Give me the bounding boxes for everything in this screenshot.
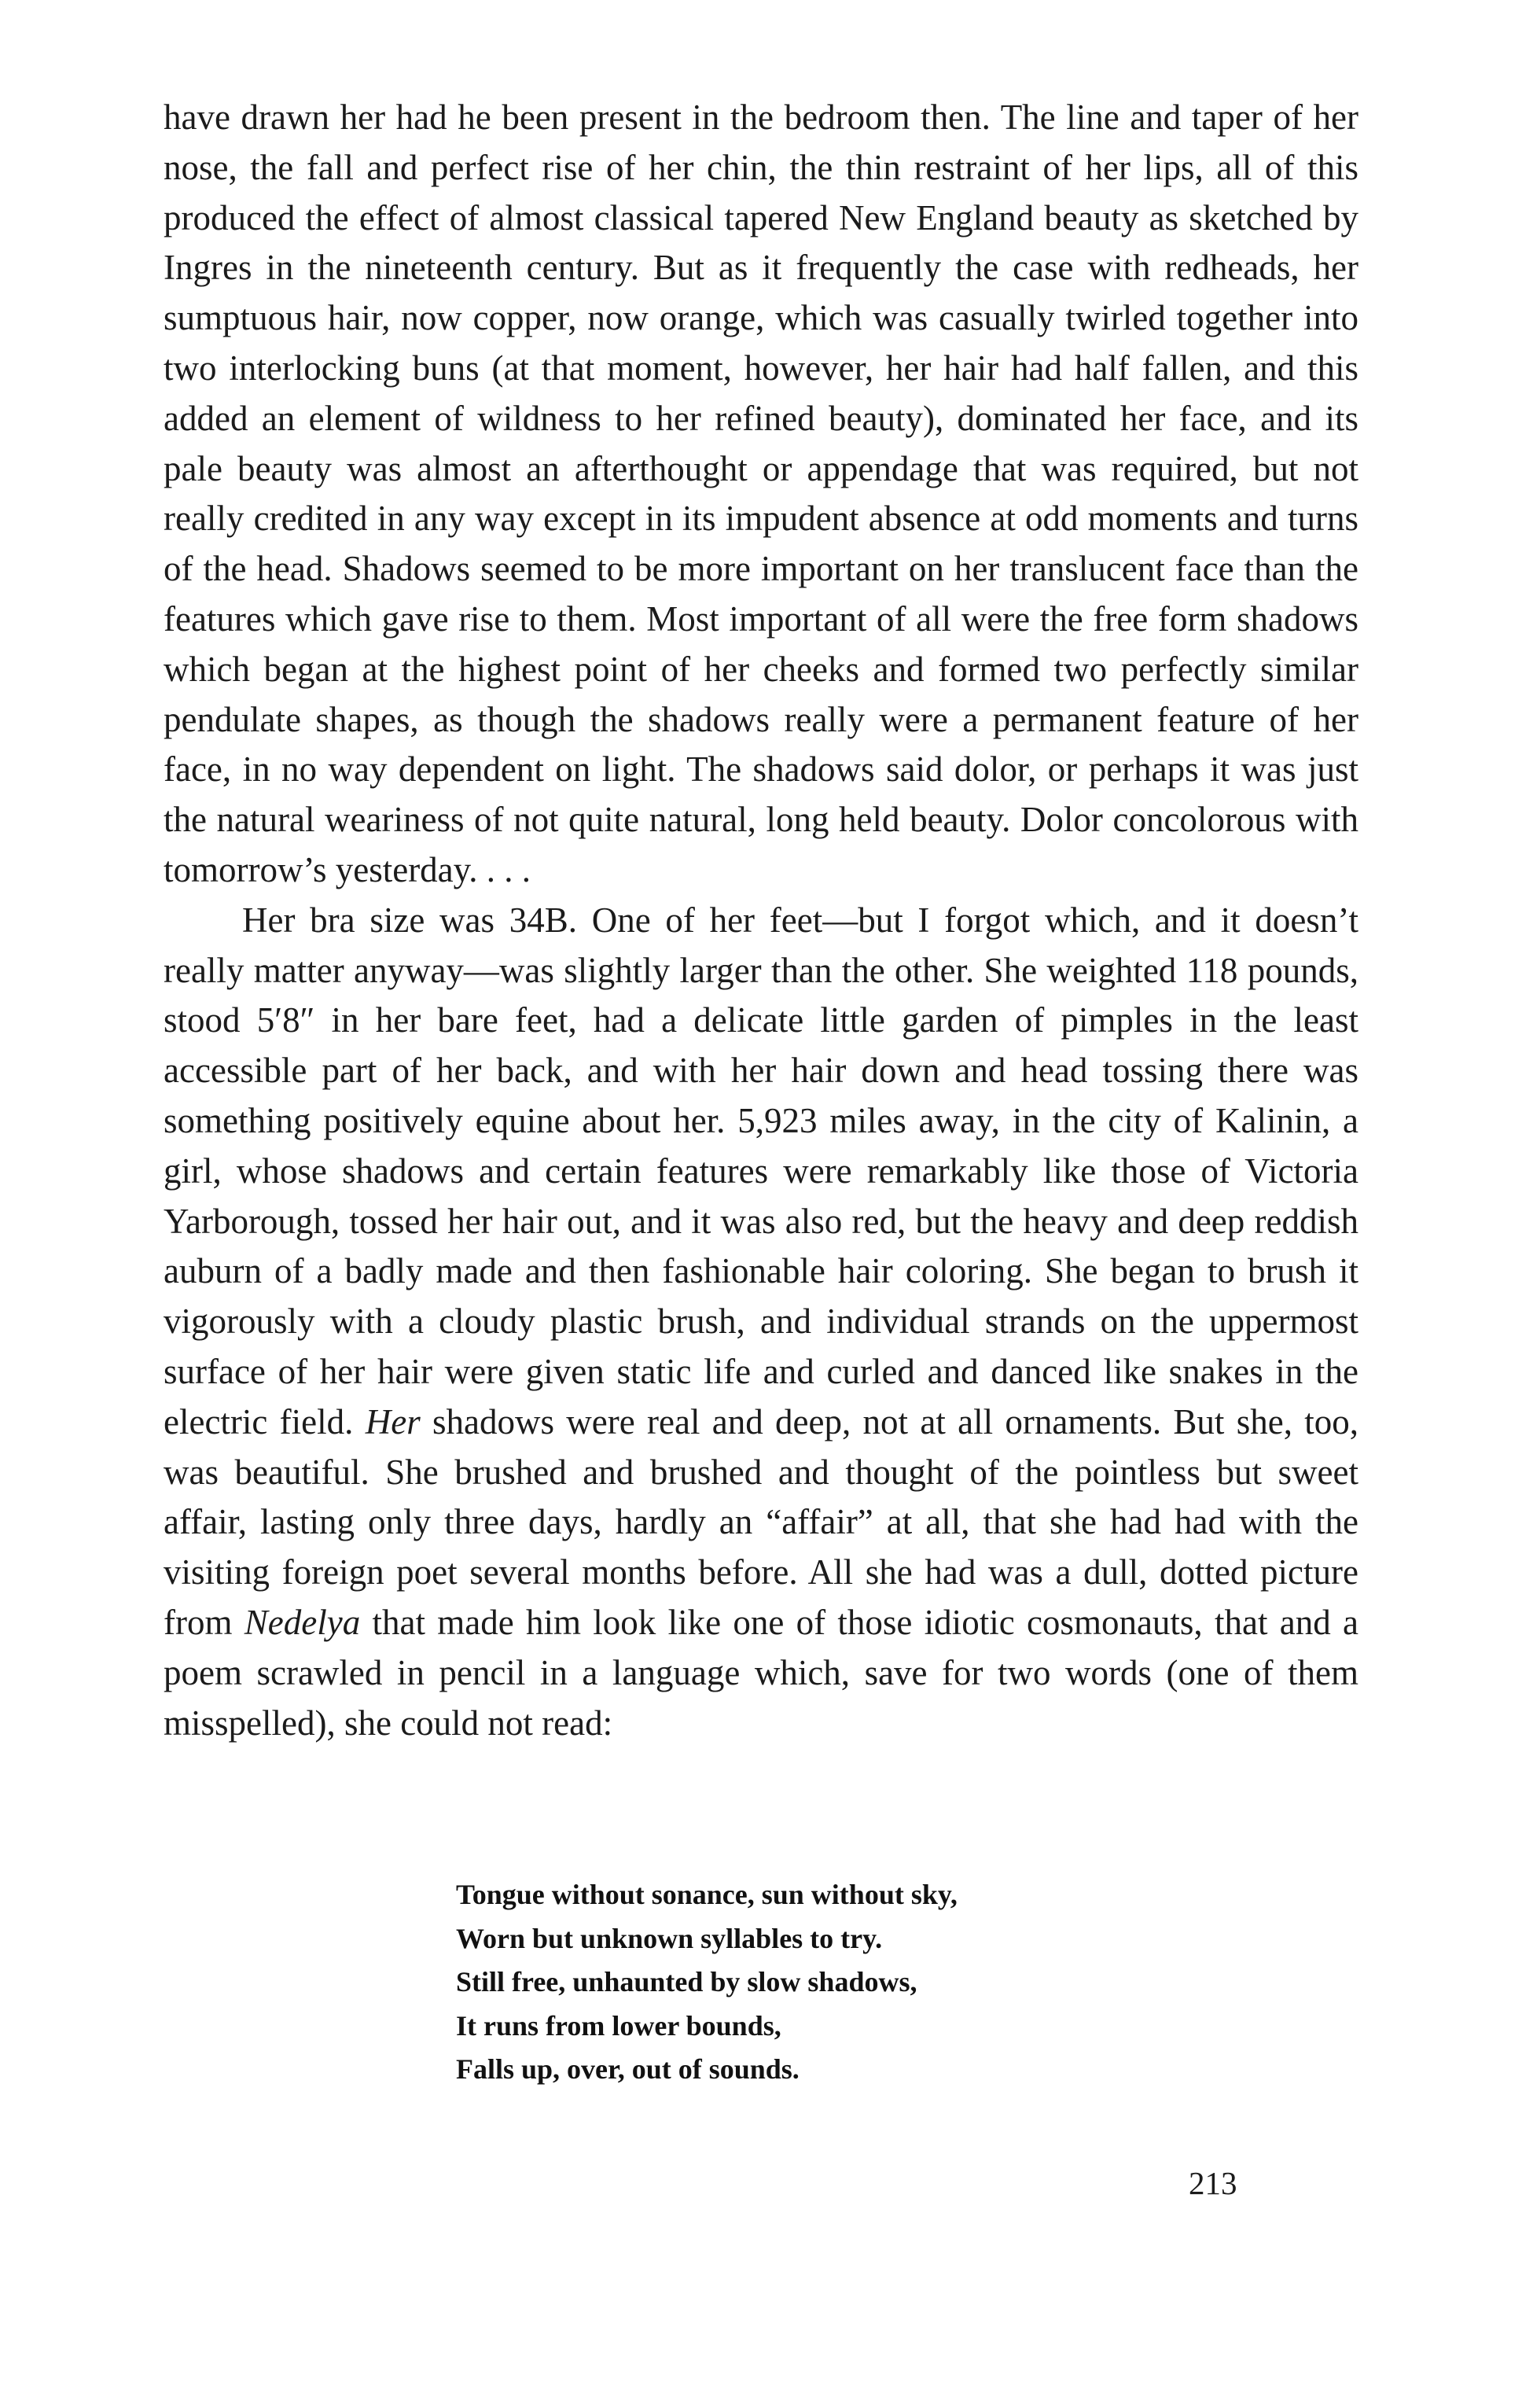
poem-line: Still free, unhaunted by slow shadows, (456, 1966, 917, 1997)
paragraph-2-text-b: shadows were real and deep, not at all ornaments. But she, too, was beautiful. She brushed and brushed and thought of the pointless but sweet affair, lasting only three days, hardly an “affair” at all, that she had had with the visiting foreign poet several months before. All she had was a dull, dotted picture from (164, 1401, 1359, 1642)
poem-line: Falls up, over, out of sounds. (456, 2053, 800, 2085)
paragraph-1: have drawn her had he been present in the bedroom then. The line and taper of her nose, the fall and perfect rise of her chin, the thin restraint of her lips, all of this produced the effect of almost classical tapered New England beauty as sketched by Ingres in the nineteenth century. But as it frequently the case with redheads, her sumptuous hair, now copper, now orange, which was casually twirled together into two interlocking buns (at that moment, however, her hair had half fallen, and this added an element of wildness to her refined beauty), dominated her face, and its pale beauty was almost an afterthought or appendage that was required, but not really credited in any way except in its impudent absence at odd moments and turns of the head. Shadows seemed to be more important on her translucent face than the features which gave rise to them. Most important of all were the free form shadows which began at the highest point of her cheeks and formed two perfectly similar pendulate shapes, as though the shadows really were a permanent feature of her face, in no way dependent on light. The shadows said dolor, or perhaps it was just the natural weariness of not quite natural, long held beauty. Dolor concolorous with tomorrow’s yesterday. . . . (164, 98, 1358, 889)
poem-line: Worn but unknown syllables to try. (456, 1922, 883, 1954)
italic-her: Her (365, 1401, 421, 1441)
paragraph-2 (164, 896, 1358, 1749)
poem-line: It runs from lower bounds, (456, 2009, 781, 2042)
page-number: 213 (1189, 2165, 1237, 2201)
paragraph-2-text-c: that made him look like one of those idiotic cosmonauts, that and a poem scrawled in pencil in a language which, save for two words (one of them misspelled), she could not read: (164, 1602, 1358, 1743)
paragraph-2-text-a: Her bra size was 34B. One of her feet—but I forgot which, and it doesn’t really matter anyway—was slightly larger than the other. She weighted 118 pounds, stood 5′8″ in her bare feet, had a delicate little garden of pimples in the least accessible part of her back, and with her hair down and head tossing there was something positively equine about her. 5,923 miles away, in the city of Kalinin, a girl, whose shadows and certain features were remarkably like those of Victoria Yarborough, tossed her hair out, and it was also red, but the heavy and deep reddish auburn of a badly made and then fashionable hair coloring. She began to brush it vigorously with a cloudy plastic brush, and individual strands on the uppermost surface of her hair were given static life and curled and danced like snakes in the electric field. (164, 900, 1358, 1441)
poem-line: Tongue without sonance, sun without sky, (456, 1879, 958, 1910)
poem-block (456, 1873, 1242, 2092)
italic-nedelya: Nedelya (244, 1602, 361, 1642)
body-text (164, 93, 1358, 1748)
